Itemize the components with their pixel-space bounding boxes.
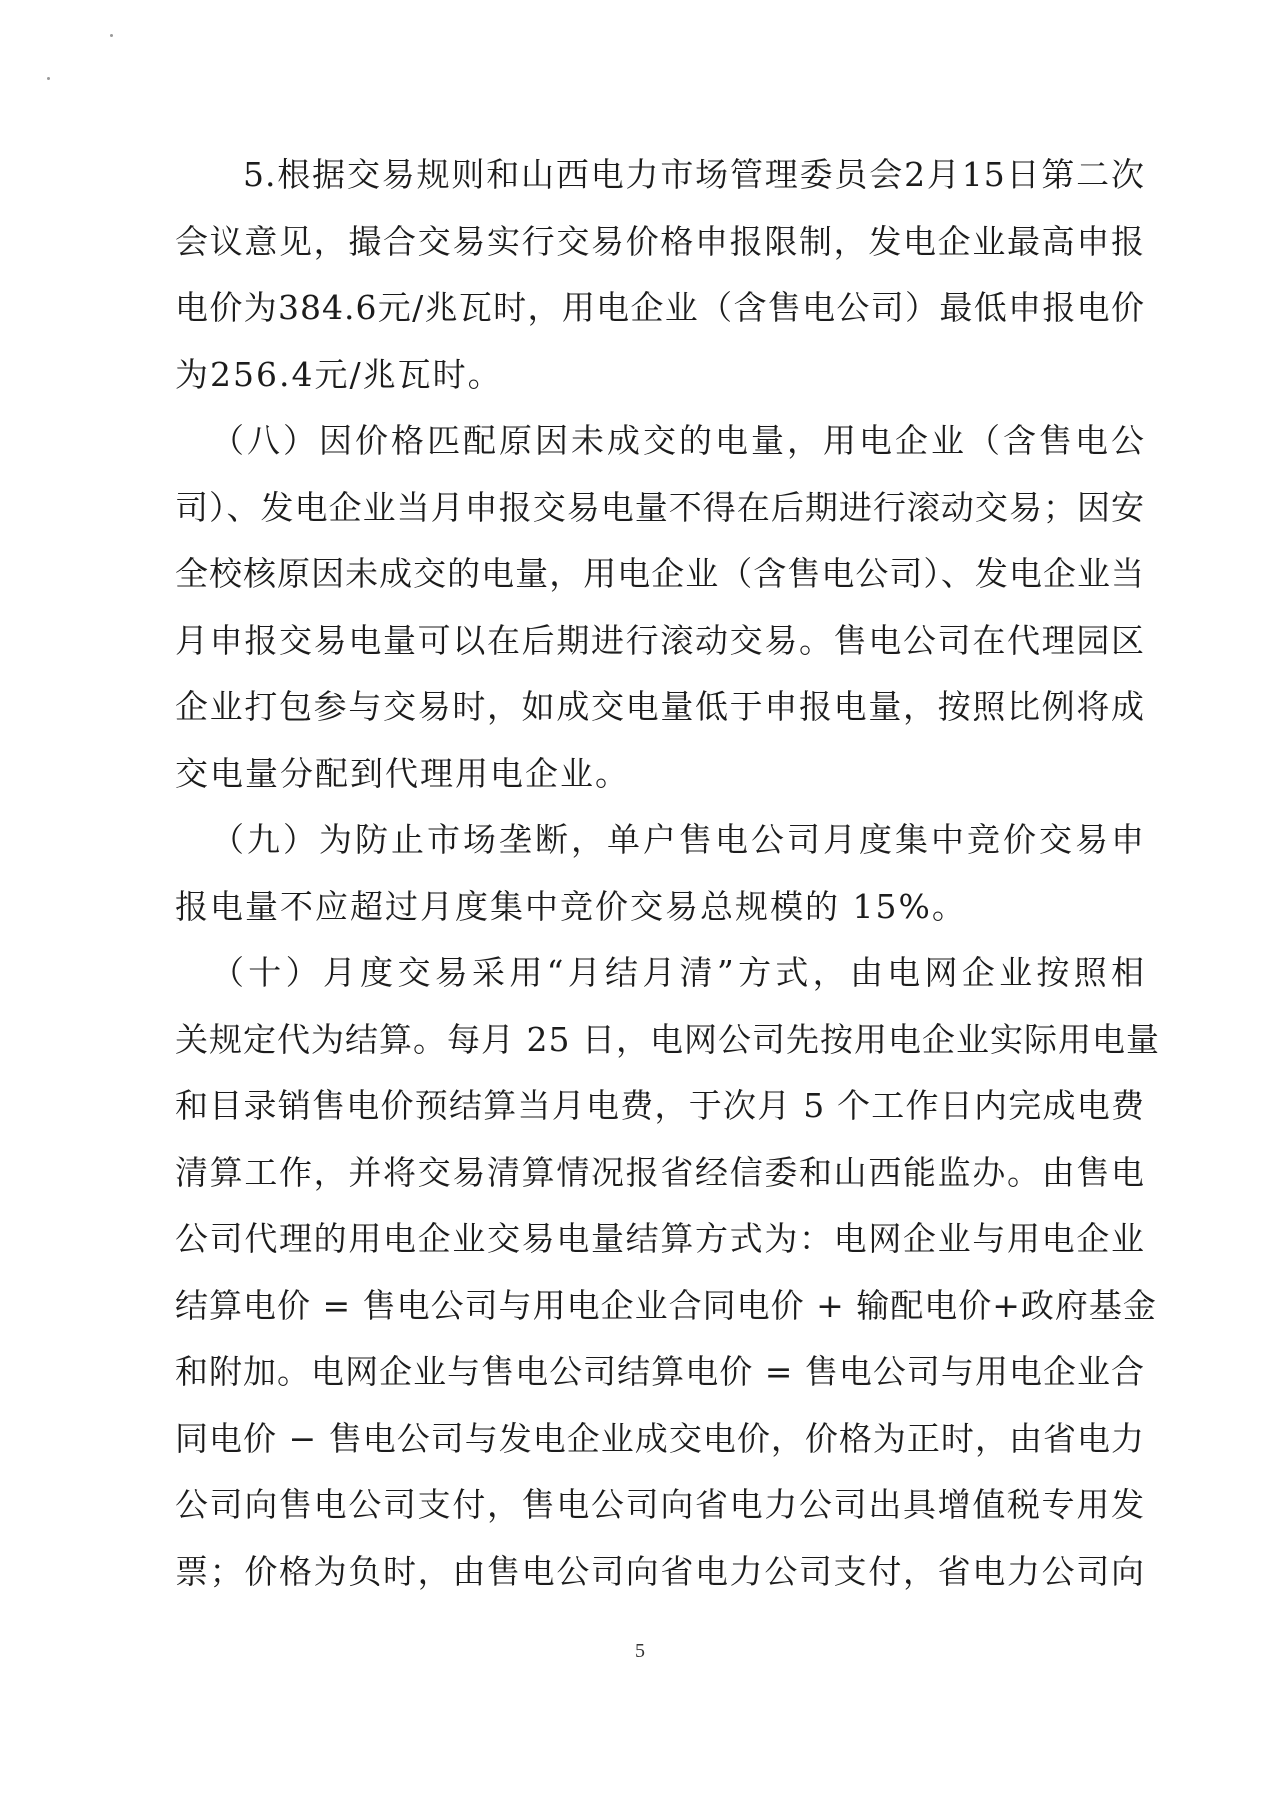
text-line: 司）、发电企业当月申报交易电量不得在后期进行滚动交易；因安 (175, 487, 1145, 527)
text-line: 企业打包参与交易时，如成交电量低于申报电量，按照比例将成 (175, 687, 1145, 726)
text-line: 和目录销售电价预结算当月电费，于次月 5 个工作日内完成电费 (175, 1086, 1145, 1125)
text-line: 票；价格为负时，由售电公司向省电力公司支付，省电力公司向 (175, 1551, 1145, 1591)
text-line: 全校核原因未成交的电量，用电企业（含售电公司）、发电企业当 (175, 554, 1145, 593)
scan-speck (110, 34, 113, 37)
page-number: 5 (635, 1640, 645, 1662)
text-line: 结算电价 = 售电公司与用电企业合同电价 + 输配电价+政府基金 (175, 1285, 1157, 1325)
text-line: 电价为384.6元/兆瓦时，用电企业（含售电公司）最低申报电价 (175, 288, 1145, 327)
text-line: 同电价 − 售电公司与发电企业成交电价，价格为正时，由省电力 (175, 1418, 1145, 1458)
text-line: （八）因价格匹配原因未成交的电量，用电企业（含售电公 (211, 421, 1145, 460)
scan-speck (47, 77, 50, 80)
text-line: 关规定代为结算。每月 25 日，电网公司先按用电企业实际用电量 (175, 1019, 1160, 1059)
text-line: 为256.4元/兆瓦时。 (175, 354, 503, 394)
text-line: 公司代理的用电企业交易电量结算方式为：电网企业与用电企业 (175, 1219, 1145, 1258)
text-line: 月申报交易电量可以在后期进行滚动交易。售电公司在代理园区 (175, 620, 1145, 660)
text-line: 报电量不应超过月度集中竞价交易总规模的 15%。 (175, 886, 967, 926)
text-line: 5.根据交易规则和山西电力市场管理委员会2月15日第二次 (243, 155, 1145, 194)
text-line: 和附加。电网企业与售电公司结算电价 = 售电公司与用电企业合 (175, 1352, 1145, 1391)
text-line: （十）月度交易采用“月结月清”方式，由电网企业按照相 (211, 953, 1145, 992)
document-body (175, 142, 1160, 1605)
text-line: 交电量分配到代理用电企业。 (175, 753, 630, 793)
text-line: 会议意见，撮合交易实行交易价格申报限制，发电企业最高申报 (175, 221, 1145, 261)
text-line: （九）为防止市场垄断，单户售电公司月度集中竞价交易申 (211, 820, 1145, 859)
text-line: 清算工作，并将交易清算情况报省经信委和山西能监办。由售电 (175, 1152, 1145, 1192)
text-line: 公司向售电公司支付，售电公司向省电力公司出具增值税专用发 (175, 1485, 1145, 1524)
